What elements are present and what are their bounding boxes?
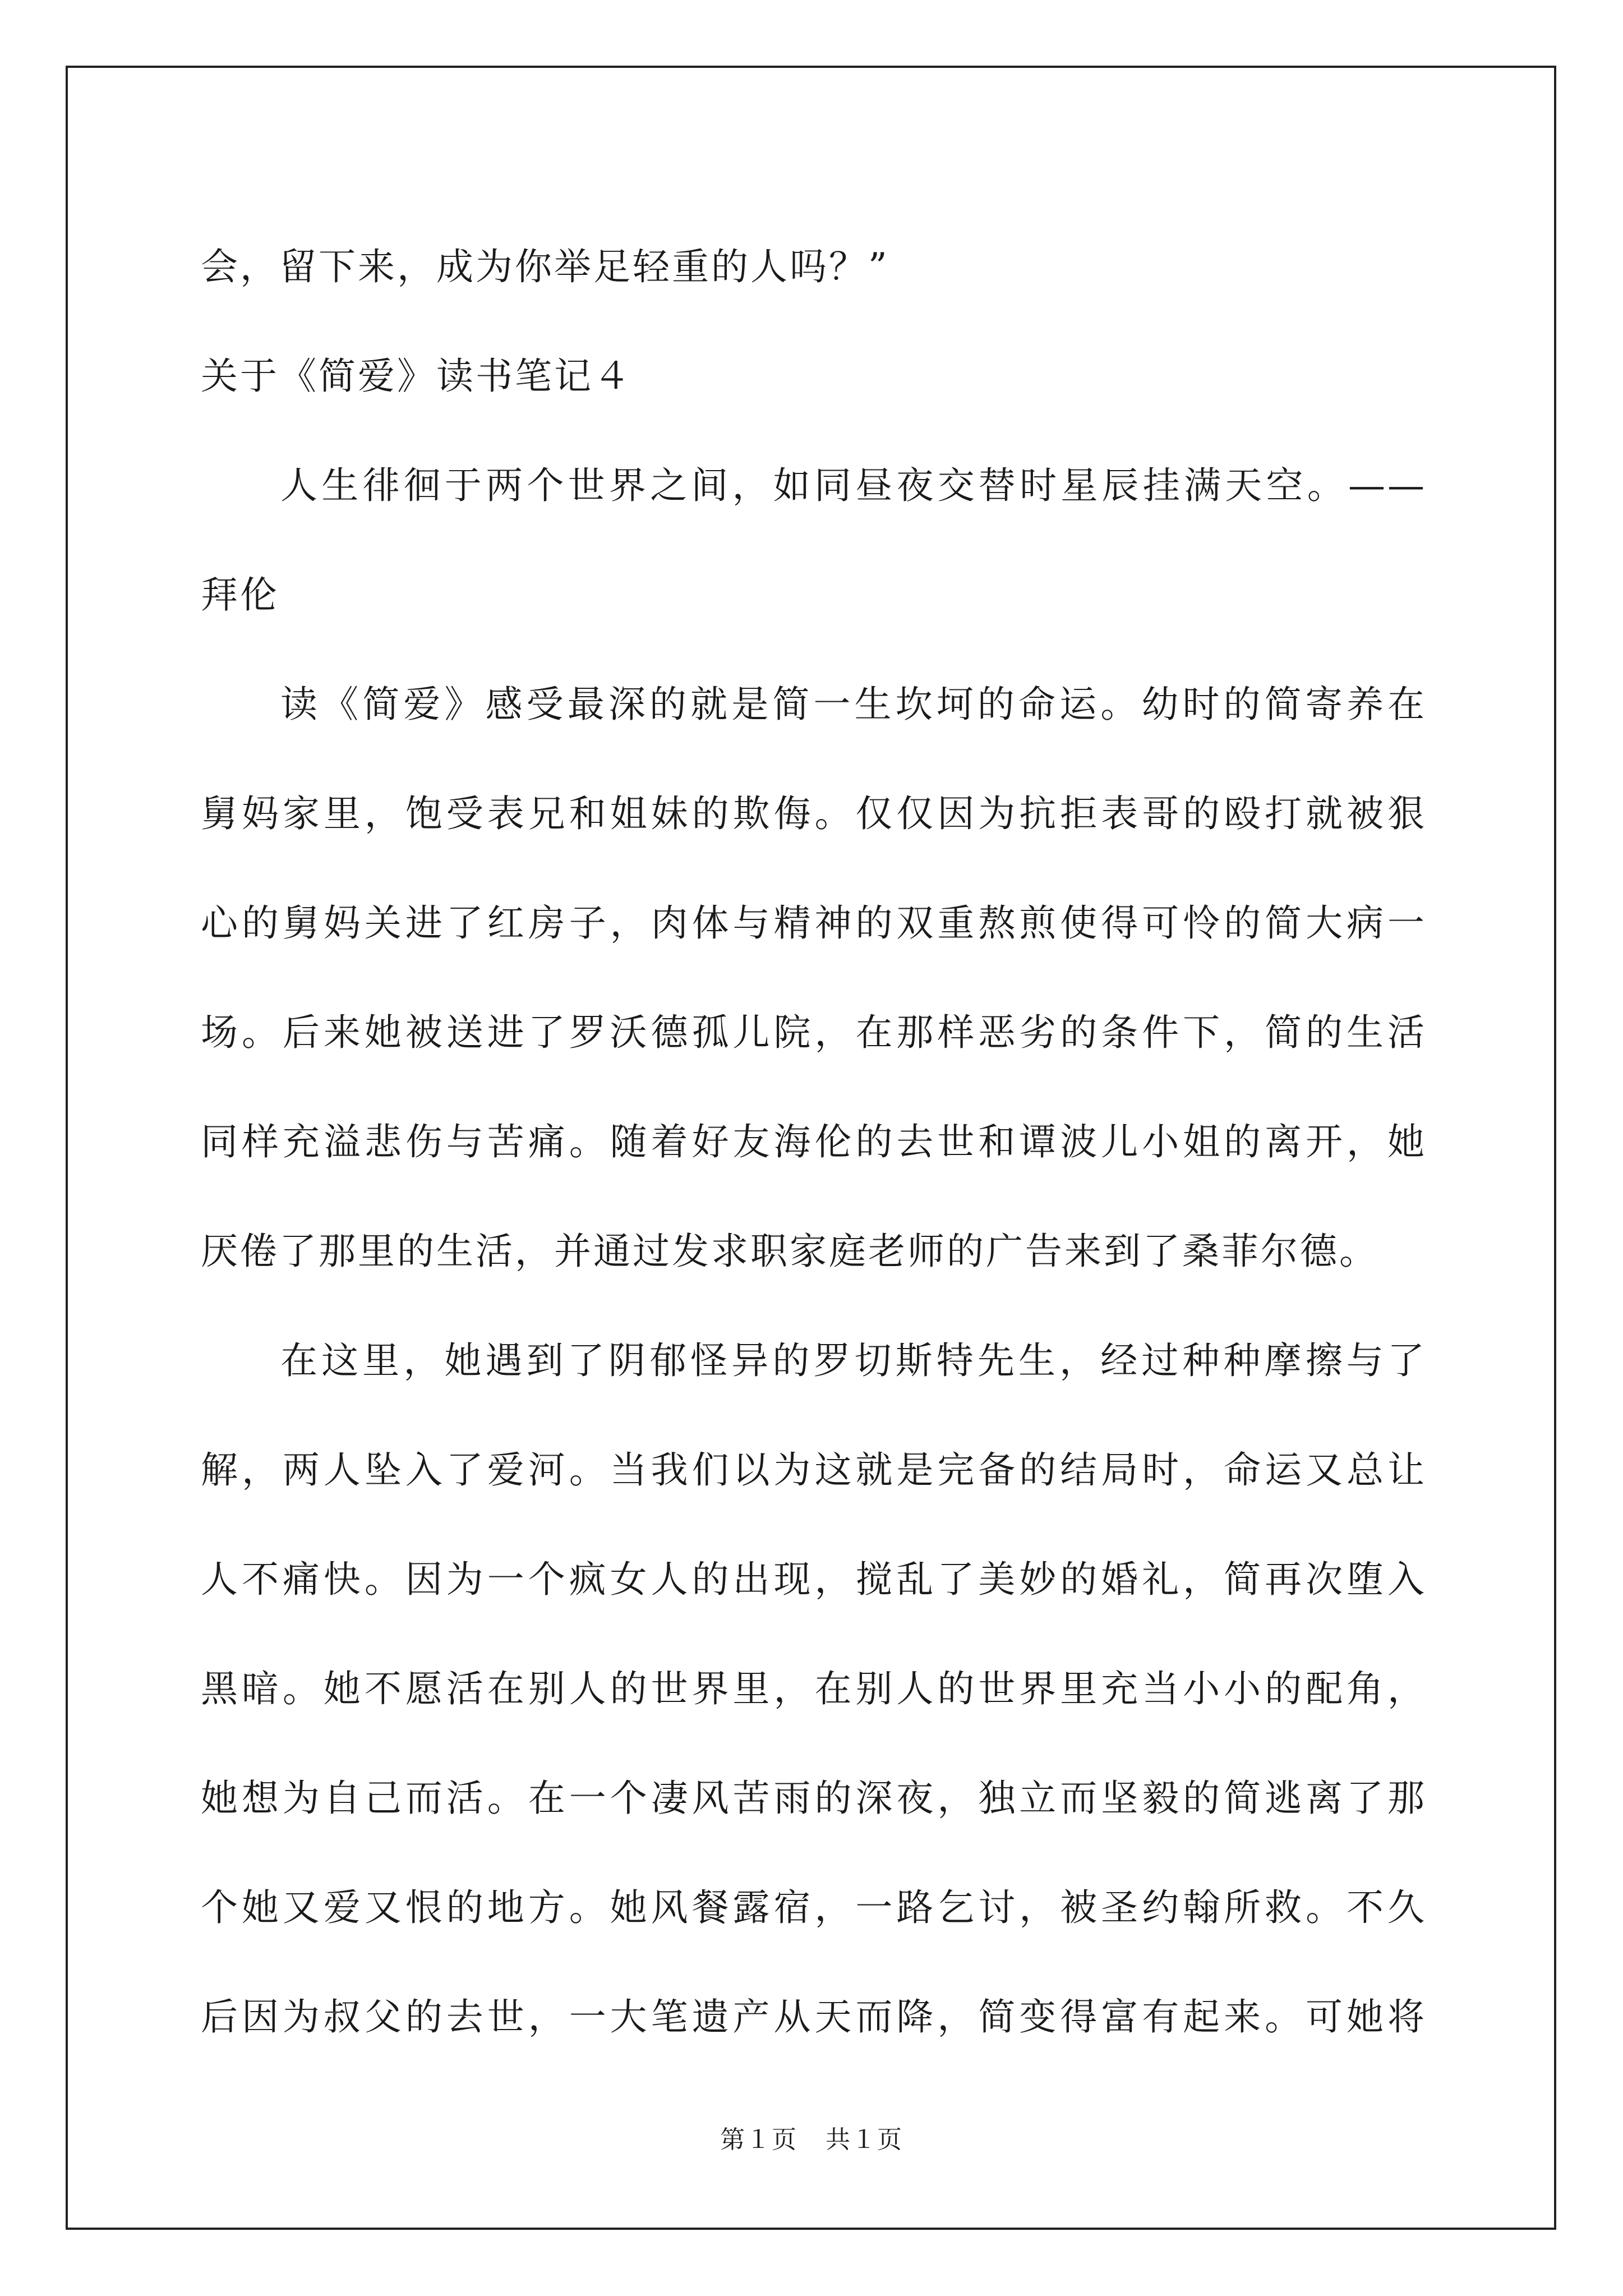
text-line: 解，两人坠入了爱河。当我们以为这就是完备的结局时，命运又总让 xyxy=(201,1448,1427,1492)
text-line: 在这里，她遇到了阴郁怪异的罗切斯特先生，经过种种摩擦与了 xyxy=(280,1339,1427,1382)
text-line: 读《简爱》感受最深的就是简一生坎坷的命运。幼时的简寄养在 xyxy=(280,683,1427,726)
text-line: 舅妈家里，饱受表兄和姐妹的欺侮。仅仅因为抗拒表哥的殴打就被狠 xyxy=(201,792,1427,835)
text-line: 人不痛快。因为一个疯女人的出现，搅乱了美妙的婚礼，简再次堕入 xyxy=(201,1558,1427,1601)
page-total: 共１页 xyxy=(826,2125,903,2154)
page-footer xyxy=(0,2119,1623,2155)
text-line: 心的舅妈关进了红房子，肉体与精神的双重熬煎使得可怜的简大病一 xyxy=(201,901,1427,945)
text-line: 后因为叔父的去世，一大笔遗产从天而降，简变得富有起来。可她将 xyxy=(201,1995,1427,2039)
text-line: 个她又爱又恨的地方。她风餐露宿，一路乞讨，被圣约翰所救。不久 xyxy=(201,1886,1427,1929)
text-line: 黑暗。她不愿活在别人的世界里，在别人的世界里充当小小的配角， xyxy=(201,1667,1427,1710)
text-line: 厌倦了那里的生活，并通过发求职家庭老师的广告来到了桑菲尔德。 xyxy=(201,1230,1378,1273)
text-line: 会，留下来，成为你举足轻重的人吗？” xyxy=(201,245,889,288)
text-line: 人生徘徊于两个世界之间，如同昼夜交替时星辰挂满天空。—— xyxy=(280,464,1427,507)
section-heading: 关于《简爱》读书笔记４ xyxy=(201,355,633,398)
text-line: 拜伦 xyxy=(201,573,279,616)
page-number: 第１页 xyxy=(720,2125,797,2154)
text-line: 场。后来她被送进了罗沃德孤儿院，在那样恶劣的条件下，简的生活 xyxy=(201,1011,1427,1054)
text-line: 她想为自己而活。在一个凄风苦雨的深夜，独立而坚毅的简逃离了那 xyxy=(201,1777,1427,1820)
text-line: 同样充溢悲伤与苦痛。随着好友海伦的去世和谭波儿小姐的离开，她 xyxy=(201,1120,1427,1163)
document-body xyxy=(201,212,1427,2072)
